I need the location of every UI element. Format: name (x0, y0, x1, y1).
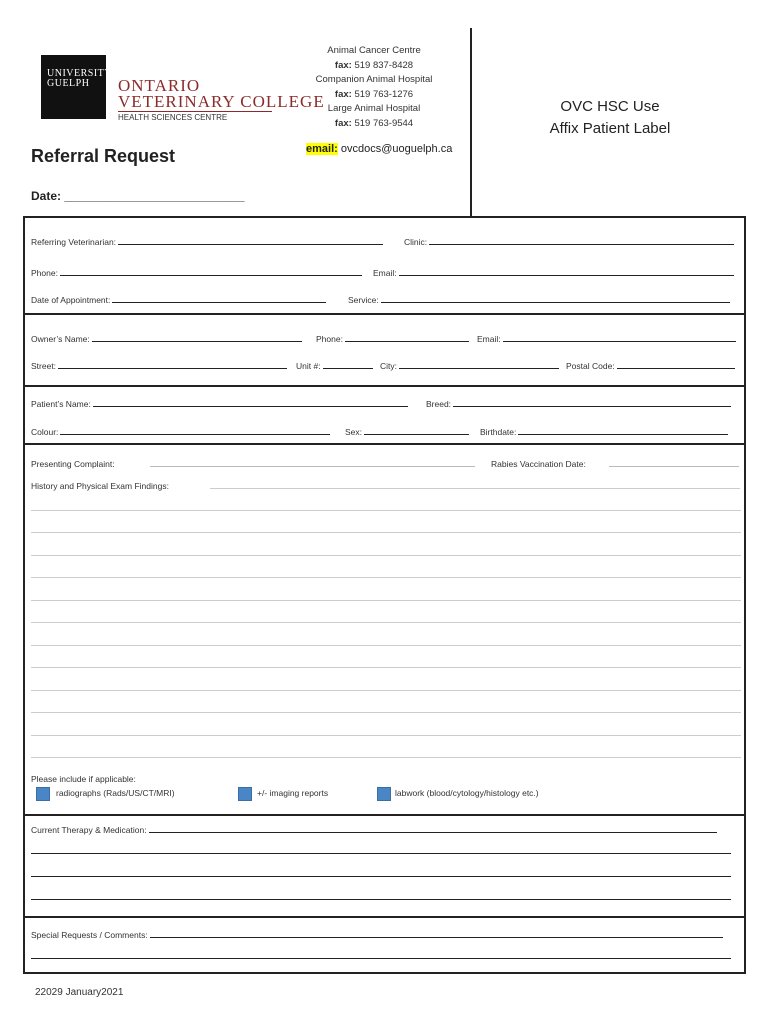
writing-line[interactable] (31, 735, 741, 736)
label-area-line2: Affix Patient Label (549, 120, 671, 137)
contact-line: Companion Animal Hospital (315, 74, 433, 85)
writing-line[interactable] (31, 555, 741, 556)
owner-section (23, 313, 746, 385)
phone-field[interactable]: Phone: (31, 267, 362, 278)
complaint-line[interactable] (150, 466, 475, 467)
breed-field[interactable]: Breed: (426, 398, 731, 409)
appointment-date-field[interactable]: Date of Appointment: (31, 294, 326, 305)
college-rule (118, 111, 272, 112)
owner-phone-field[interactable]: Phone: (316, 333, 469, 344)
radiographs-checkbox[interactable] (36, 787, 50, 801)
therapy-line[interactable] (31, 899, 731, 900)
history-line[interactable] (210, 488, 740, 489)
city-field[interactable]: City: (380, 360, 559, 371)
writing-line[interactable] (31, 667, 741, 668)
imaging-reports-checkbox[interactable] (238, 787, 252, 801)
writing-line[interactable] (31, 577, 741, 578)
patient-name-field[interactable]: Patient’s Name: (31, 398, 408, 409)
birthdate-field[interactable]: Birthdate: (480, 426, 728, 437)
writing-line[interactable] (31, 600, 741, 601)
therapy-line[interactable] (31, 853, 731, 854)
contact-line: Large Animal Hospital (327, 103, 421, 114)
special-requests-line[interactable] (31, 958, 731, 959)
contact-block (300, 44, 448, 131)
rabies-line[interactable] (609, 466, 739, 467)
writing-line[interactable] (31, 690, 741, 691)
writing-line[interactable] (31, 532, 741, 533)
therapy-line[interactable] (31, 876, 731, 877)
email-address[interactable]: ovcdocs@uoguelph.ca (337, 143, 453, 155)
contact-line: fax: 519 763-1276 (334, 88, 414, 100)
logo-text-guelph: GUELPH (47, 78, 90, 89)
college-name-line1: ONTARIO (118, 76, 201, 95)
rabies-label: Rabies Vaccination Date: (491, 459, 586, 469)
writing-line[interactable] (31, 712, 741, 713)
colour-field[interactable]: Colour: (31, 426, 330, 437)
university-logo (41, 55, 112, 119)
history-section (23, 443, 746, 814)
owner-name-field[interactable]: Owner’s Name: (31, 333, 302, 344)
logo-text-university: UNIVERSITY (47, 68, 112, 79)
page-title: Referral Request (31, 146, 176, 166)
clinic-field[interactable]: Clinic: (404, 236, 734, 247)
special-requests-section (23, 916, 746, 974)
contact-line: Animal Cancer Centre (327, 45, 421, 56)
writing-line[interactable] (31, 645, 741, 646)
imaging-reports-label: +/- imaging reports (257, 788, 329, 798)
include-label: Please include if applicable: (31, 774, 136, 784)
email-label: email: (306, 143, 338, 155)
labwork-checkbox[interactable] (377, 787, 391, 801)
sex-field[interactable]: Sex: (345, 426, 469, 437)
history-label: History and Physical Exam Findings: (31, 481, 169, 491)
writing-line[interactable] (31, 757, 741, 758)
service-field[interactable]: Service: (348, 294, 730, 305)
labwork-label: labwork (blood/cytology/histology etc.) (395, 788, 539, 798)
writing-line[interactable] (31, 510, 741, 511)
referring-vet-field[interactable]: Referring Veterinarian: (31, 236, 383, 247)
date-field[interactable]: Date: ___________________________ (31, 189, 245, 203)
contact-line: fax: 519 763-9544 (334, 117, 414, 129)
postal-code-field[interactable]: Postal Code: (566, 360, 735, 371)
contact-line: fax: 519 837-8428 (334, 59, 414, 71)
contact-email (306, 143, 452, 155)
therapy-field[interactable]: Current Therapy & Medication: (31, 824, 717, 835)
street-field[interactable]: Street: (31, 360, 287, 371)
centre-name: HEALTH SCIENCES CENTRE (118, 113, 228, 122)
header-divider (470, 28, 472, 218)
email-field[interactable]: Email: (373, 267, 734, 278)
special-requests-field[interactable]: Special Requests / Comments: (31, 929, 723, 940)
radiographs-label: radiographs (Rads/US/CT/MRI) (56, 788, 175, 798)
owner-email-field[interactable]: Email: (477, 333, 736, 344)
label-area-line1: OVC HSC Use (560, 98, 660, 115)
college-name-line2: VETERINARY COLLEGE (118, 92, 325, 111)
unit-field[interactable]: Unit #: (296, 360, 373, 371)
complaint-label: Presenting Complaint: (31, 459, 115, 469)
patient-label-area (490, 96, 730, 140)
writing-line[interactable] (31, 622, 741, 623)
form-code: 22029 January2021 (35, 987, 124, 998)
